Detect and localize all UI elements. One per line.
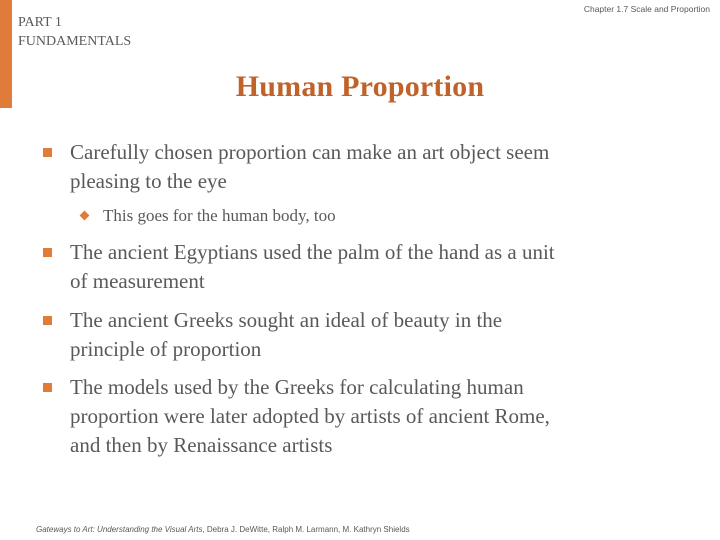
bullet-line: The ancient Egyptians used the palm of the hand as a unit xyxy=(70,240,555,264)
bullet-line: pleasing to the eye xyxy=(70,169,227,193)
bullet-line: The models used by the Greeks for calculating human xyxy=(70,375,524,399)
bullet-line: Carefully chosen proportion can make an art object seem xyxy=(70,140,550,164)
bullet-line: principle of proportion xyxy=(70,337,262,361)
book-title: Gateways to Art: Understanding the Visual Arts xyxy=(36,525,203,534)
bullet-line: The ancient Greeks sought an ideal of beauty in the xyxy=(70,308,503,332)
square-bullet-icon xyxy=(43,383,52,392)
bullet-item xyxy=(70,238,680,296)
part-number: PART 1 xyxy=(18,15,62,30)
diamond-bullet-icon xyxy=(80,211,90,221)
square-bullet-icon xyxy=(43,316,52,325)
bullet-line: and then by Renaissance artists xyxy=(70,433,333,457)
bullet-item xyxy=(70,373,680,460)
slide-title: Human Proportion xyxy=(235,70,485,103)
authors: , Debra J. DeWitte, Ralph M. Larmann, M. Kathryn Shields xyxy=(202,525,410,534)
sub-bullet-text: This goes for the human body, too xyxy=(103,206,336,225)
sub-bullet-item xyxy=(103,205,663,227)
part-name: FUNDAMENTALS xyxy=(18,34,132,49)
footer-citation xyxy=(36,525,410,534)
bullet-line: proportion were later adopted by artists of ancient Rome, xyxy=(70,404,550,428)
bullet-item xyxy=(70,138,680,196)
part-label xyxy=(18,13,131,51)
square-bullet-icon xyxy=(43,148,52,157)
chapter-label: Chapter 1.7 Scale and Proportion xyxy=(583,4,710,14)
bullet-item xyxy=(70,306,680,364)
square-bullet-icon xyxy=(43,248,52,257)
bullet-line: of measurement xyxy=(70,269,205,293)
